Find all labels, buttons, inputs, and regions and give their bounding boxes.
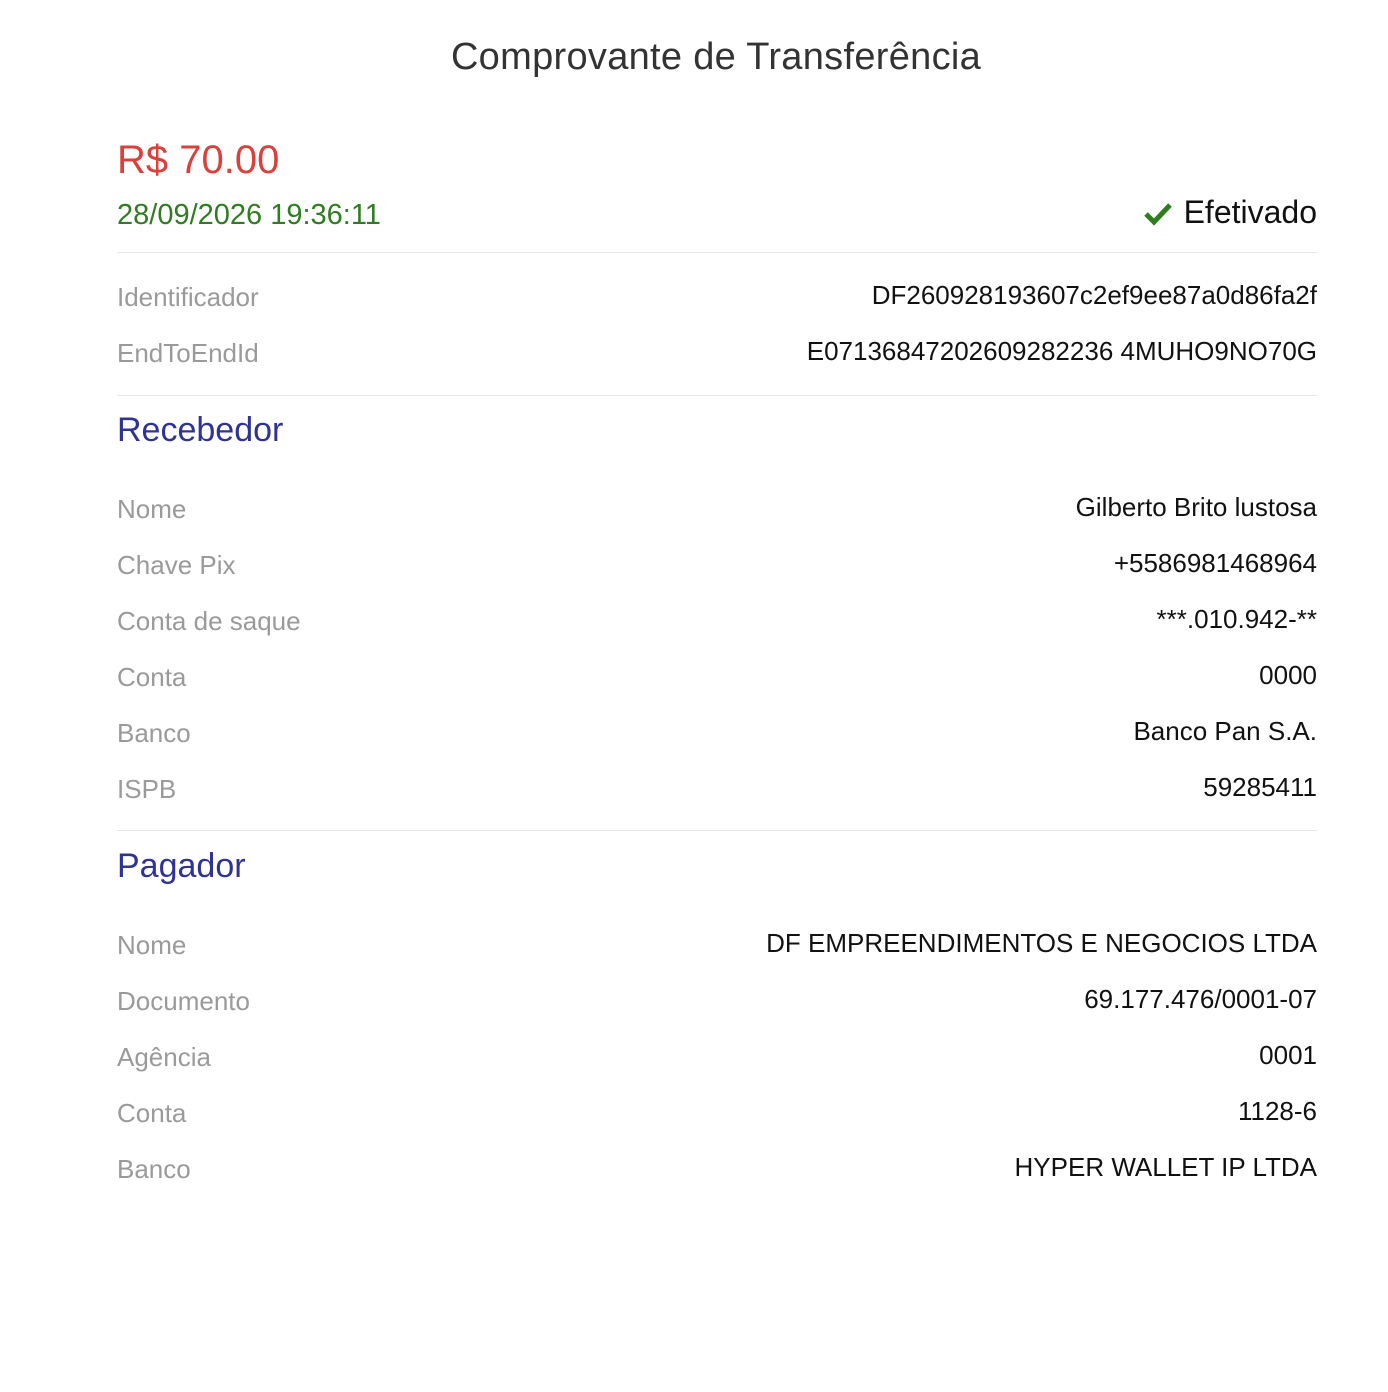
row-recebedor-ispb <box>117 766 1317 806</box>
status-badge <box>1142 194 1317 231</box>
recebedor-chave-pix-label: Chave Pix <box>117 550 236 580</box>
identificador-label: Identificador <box>117 282 259 312</box>
pagador-banco-value: HYPER WALLET IP LTDA <box>1014 1152 1317 1182</box>
transaction-datetime: 28/09/2026 19:36:11 <box>117 199 381 231</box>
row-pagador-nome <box>117 922 1317 962</box>
pagador-conta-label: Conta <box>117 1098 187 1128</box>
row-recebedor-nome <box>117 486 1317 526</box>
row-recebedor-chave-pix <box>117 542 1317 582</box>
recebedor-conta-saque-label: Conta de saque <box>117 606 301 636</box>
section-title-pagador: Pagador <box>117 847 246 885</box>
row-recebedor-conta <box>117 654 1317 694</box>
row-pagador-documento <box>117 978 1317 1018</box>
recebedor-conta-value: 0000 <box>1259 660 1317 690</box>
recebedor-chave-pix-value: +5586981468964 <box>1113 548 1317 578</box>
pagador-nome-value: DF EMPREENDIMENTOS E NEGOCIOS LTDA <box>766 928 1317 958</box>
pagador-nome-label: Nome <box>117 930 187 960</box>
row-identificador <box>117 274 1317 314</box>
recebedor-ispb-value: 59285411 <box>1203 772 1317 802</box>
recebedor-nome-value: Gilberto Brito lustosa <box>1075 492 1317 522</box>
endtoendid-label: EndToEndId <box>117 338 259 368</box>
row-recebedor-conta-saque <box>117 598 1317 638</box>
divider <box>117 830 1317 831</box>
divider <box>117 395 1317 396</box>
identificador-value: DF260928193607c2ef9ee87a0d86fa2f <box>871 280 1317 310</box>
recebedor-conta-label: Conta <box>117 662 187 692</box>
endtoendid-value: E07136847202609282236 4MUHO9NO70G <box>806 336 1317 366</box>
amount: R$ 70.00 <box>117 138 280 182</box>
page-title: Comprovante de Transferência <box>450 36 982 78</box>
recebedor-ispb-label: ISPB <box>117 774 177 804</box>
check-icon <box>1142 197 1174 229</box>
pagador-documento-value: 69.177.476/0001-07 <box>1084 984 1317 1014</box>
pagador-conta-value: 1128-6 <box>1237 1096 1317 1126</box>
recebedor-conta-saque-value: ***.010.942-** <box>1156 604 1317 634</box>
row-endtoendid <box>117 330 1317 370</box>
pagador-banco-label: Banco <box>117 1154 191 1184</box>
recebedor-banco-value: Banco Pan S.A. <box>1133 716 1317 746</box>
row-pagador-conta <box>117 1090 1317 1130</box>
pagador-agencia-value: 0001 <box>1259 1040 1317 1070</box>
pagador-agencia-label: Agência <box>117 1042 211 1072</box>
recebedor-banco-label: Banco <box>117 718 191 748</box>
section-title-recebedor: Recebedor <box>117 411 284 449</box>
status-label: Efetivado <box>1183 194 1317 230</box>
row-pagador-banco <box>117 1146 1317 1186</box>
pagador-documento-label: Documento <box>117 986 250 1016</box>
recebedor-nome-label: Nome <box>117 494 187 524</box>
row-recebedor-banco <box>117 710 1317 750</box>
row-pagador-agencia <box>117 1034 1317 1074</box>
divider <box>117 252 1317 253</box>
